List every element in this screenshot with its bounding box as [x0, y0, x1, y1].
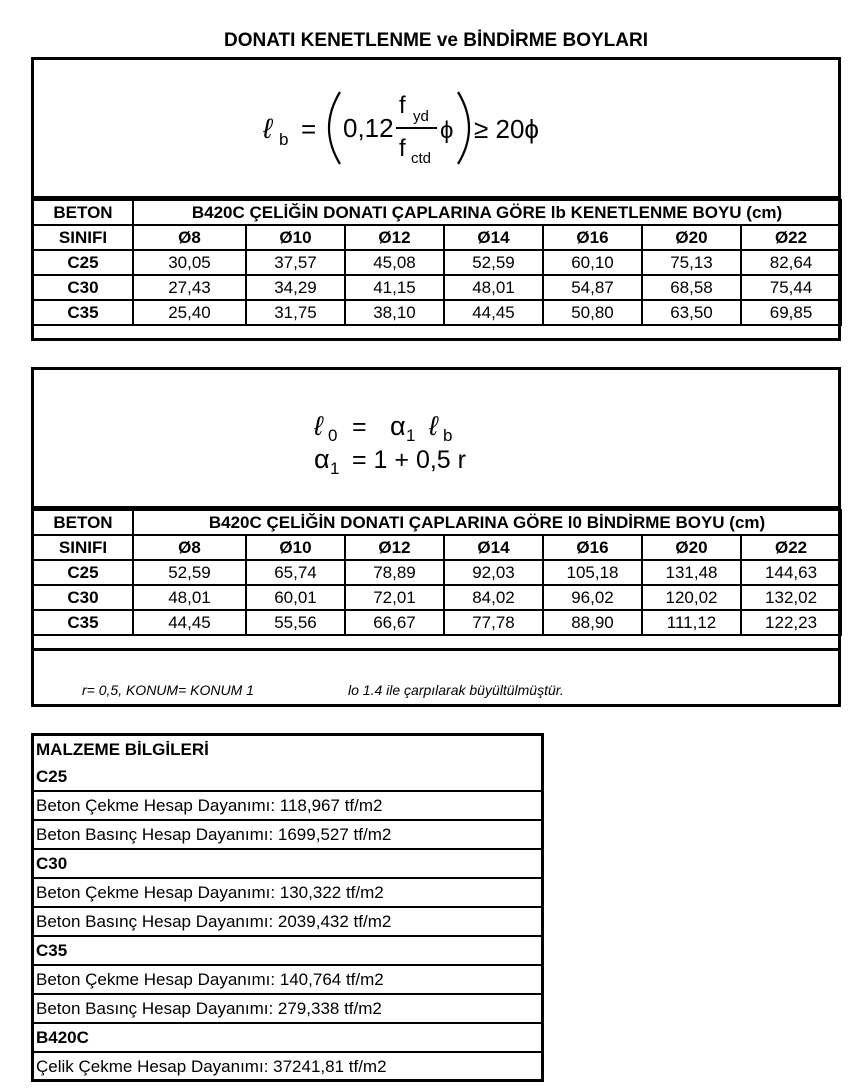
table-cell: 30,05 — [133, 250, 246, 275]
beton-header: BETON — [33, 200, 133, 225]
lap-sub-0: 0 — [328, 426, 338, 445]
lap-alpha: α — [390, 411, 406, 441]
page-title: DONATI KENETLENME ve BİNDİRME BOYLARI — [223, 30, 648, 51]
material-class: C30 — [33, 849, 542, 878]
table-cell: 52,59 — [133, 560, 246, 585]
table-row — [33, 560, 841, 585]
materials-heading: MALZEME BİLGİLERİ — [33, 735, 542, 763]
table-row — [33, 275, 841, 300]
alpha1-rhs: = 1 + 0,5 r — [352, 446, 466, 474]
lap-length-table — [32, 509, 842, 636]
concrete-class: C25 — [33, 560, 133, 585]
formula-phi: ϕ — [440, 117, 454, 144]
table-cell: 65,74 — [246, 560, 345, 585]
table-cell: 72,01 — [345, 585, 444, 610]
material-property: Beton Çekme Hesap Dayanımı: 140,764 tf/m2 — [33, 965, 542, 994]
table-cell: 131,48 — [642, 560, 741, 585]
table-cell: 122,23 — [741, 610, 841, 635]
table-cell: 41,15 — [345, 275, 444, 300]
table-cell: 96,02 — [543, 585, 642, 610]
diameter-header: Ø22 — [741, 225, 841, 250]
material-class: C35 — [33, 936, 542, 965]
material-property: Çelik Çekme Hesap Dayanımı: 37241,81 tf/m2 — [33, 1052, 542, 1081]
table-cell: 34,29 — [246, 275, 345, 300]
table-cell: 63,50 — [642, 300, 741, 325]
note-parameters: r= 0,5, KONUM= KONUM 1 — [82, 682, 254, 698]
formula-fyd-sub: yd — [413, 108, 429, 125]
alpha1-symbol: α — [314, 444, 330, 474]
diameter-header: Ø14 — [444, 535, 543, 560]
table-row — [33, 250, 841, 275]
diameter-header: Ø22 — [741, 535, 841, 560]
lap-formula-box — [31, 367, 841, 509]
concrete-class: C25 — [33, 250, 133, 275]
table-cell: 31,75 — [246, 300, 345, 325]
table-cell: 77,78 — [444, 610, 543, 635]
materials-table — [32, 734, 543, 1082]
lap-ell: ℓ — [314, 411, 323, 441]
table-cell: 54,87 — [543, 275, 642, 300]
table-cell: 120,02 — [642, 585, 741, 610]
sinifi-header: SINIFI — [33, 225, 133, 250]
table-cell: 75,44 — [741, 275, 841, 300]
lap-lb-sub: b — [443, 426, 453, 445]
table-cell: 48,01 — [133, 585, 246, 610]
table-cell: 44,45 — [133, 610, 246, 635]
material-property: Beton Basınç Hesap Dayanımı: 279,338 tf/m2 — [33, 994, 542, 1023]
table-cell: 50,80 — [543, 300, 642, 325]
table-cell: 111,12 — [642, 610, 741, 635]
lap-alpha-sub: 1 — [406, 426, 416, 445]
table-cell: 78,89 — [345, 560, 444, 585]
anchorage-table-header: B420C ÇELİĞİN DONATI ÇAPLARINA GÖRE lb KENETLENME BOYU (cm) — [133, 200, 841, 225]
diameter-header: Ø8 — [133, 225, 246, 250]
diameter-header: Ø14 — [444, 225, 543, 250]
table-cell: 27,43 — [133, 275, 246, 300]
material-property: Beton Basınç Hesap Dayanımı: 2039,432 tf/m2 — [33, 907, 542, 936]
concrete-class: C30 — [33, 585, 133, 610]
sinifi-header: SINIFI — [33, 535, 133, 560]
table-cell: 82,64 — [741, 250, 841, 275]
formula-ell: ℓ — [263, 113, 273, 144]
table-cell: 84,02 — [444, 585, 543, 610]
table-cell: 60,01 — [246, 585, 345, 610]
concrete-class: C35 — [33, 610, 133, 635]
material-property: Beton Çekme Hesap Dayanımı: 130,322 tf/m2 — [33, 878, 542, 907]
table-row — [33, 300, 841, 325]
formula-fyd: f — [399, 92, 406, 119]
material-property: Beton Çekme Hesap Dayanımı: 118,967 tf/m2 — [33, 791, 542, 820]
table-cell: 144,63 — [741, 560, 841, 585]
table-cell: 44,45 — [444, 300, 543, 325]
formula-sub-b: b — [279, 130, 289, 149]
diameter-header: Ø16 — [543, 225, 642, 250]
table-cell: 37,57 — [246, 250, 345, 275]
diameter-header: Ø16 — [543, 535, 642, 560]
table-cell: 38,10 — [345, 300, 444, 325]
table-cell: 60,10 — [543, 250, 642, 275]
table-cell: 75,13 — [642, 250, 741, 275]
material-class: C25 — [33, 763, 542, 791]
note-factor: lo 1.4 ile çarpılarak büyültülmüştür. — [348, 682, 564, 698]
table-row — [33, 585, 841, 610]
lap-table-header: B420C ÇELİĞİN DONATI ÇAPLARINA GÖRE l0 BİNDİRME BOYU (cm) — [133, 510, 841, 535]
lap-lb: ℓ — [429, 411, 438, 441]
beton-header: BETON — [33, 510, 133, 535]
table-cell: 25,40 — [133, 300, 246, 325]
diameter-header: Ø12 — [345, 225, 444, 250]
formula-equals: = — [301, 114, 317, 144]
diameter-header: Ø12 — [345, 535, 444, 560]
formula-fctd: f — [399, 135, 406, 162]
table-cell: 48,01 — [444, 275, 543, 300]
material-class: B420C — [33, 1023, 542, 1052]
diameter-header: Ø20 — [642, 535, 741, 560]
alpha1-sub: 1 — [330, 459, 340, 478]
table-cell: 69,85 — [741, 300, 841, 325]
table-row — [33, 610, 841, 635]
diameter-header: Ø10 — [246, 535, 345, 560]
table-cell: 55,56 — [246, 610, 345, 635]
table-cell: 132,02 — [741, 585, 841, 610]
concrete-class: C30 — [33, 275, 133, 300]
anchorage-formula-box — [31, 57, 841, 199]
table-cell: 88,90 — [543, 610, 642, 635]
table-cell: 52,59 — [444, 250, 543, 275]
diameter-header: Ø20 — [642, 225, 741, 250]
concrete-class: C35 — [33, 300, 133, 325]
formula-fctd-sub: ctd — [411, 150, 432, 167]
diameter-header: Ø10 — [246, 225, 345, 250]
table-cell: 45,08 — [345, 250, 444, 275]
diameter-header: Ø8 — [133, 535, 246, 560]
formula-coefficient: 0,12 — [343, 113, 394, 143]
table-cell: 66,67 — [345, 610, 444, 635]
anchorage-length-table — [32, 199, 842, 326]
table-cell: 92,03 — [444, 560, 543, 585]
formula-rhs: ≥ 20ϕ — [474, 114, 539, 144]
material-property: Beton Basınç Hesap Dayanımı: 1699,527 tf/m2 — [33, 820, 542, 849]
table-cell: 105,18 — [543, 560, 642, 585]
lap-equals: = — [352, 413, 367, 441]
table-cell: 68,58 — [642, 275, 741, 300]
note-box — [31, 648, 841, 707]
